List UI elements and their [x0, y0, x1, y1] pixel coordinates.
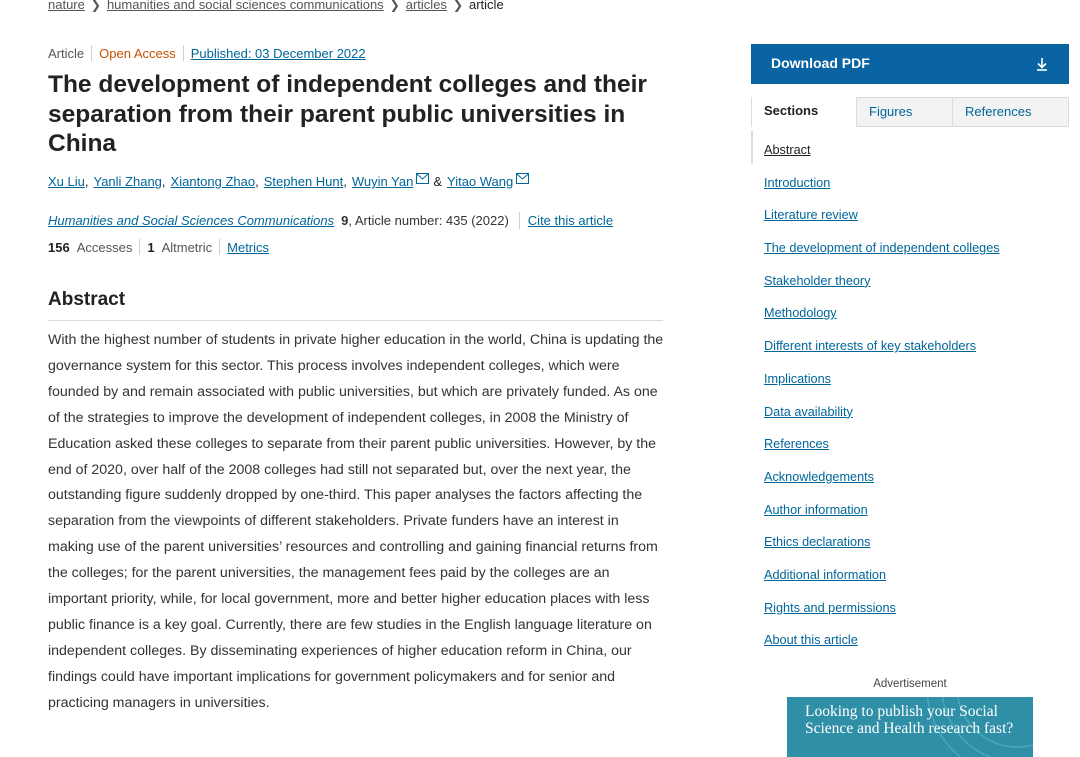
toc-item-stakeholder-theory[interactable]	[751, 262, 1069, 295]
accesses-count: 156	[48, 239, 70, 255]
toc-item-label: Literature review	[764, 208, 858, 223]
toc-item-ethics[interactable]	[751, 523, 1069, 556]
journal-info	[48, 212, 613, 229]
author-link[interactable]: Xu Liu	[48, 174, 85, 189]
chevron-right-icon: ❯	[90, 0, 101, 12]
article-type: Article	[48, 45, 85, 61]
divider	[219, 239, 220, 255]
toc-item-different-interests[interactable]	[751, 327, 1069, 360]
divider	[183, 45, 184, 61]
toc-item-label: Stakeholder theory	[764, 273, 871, 288]
cite-this-article-link[interactable]: Cite this article	[527, 213, 614, 228]
toc-item-label: The development of independent colleges	[764, 241, 1000, 256]
breadcrumb	[48, 0, 504, 12]
journal-link[interactable]: Humanities and Social Sciences Communications	[48, 213, 335, 228]
author-list: Xu Liu , Yanli Zhang , Xiantong Zhao , Stephen Hunt , Wuyin Yan & Yitao Wang	[48, 174, 533, 189]
article-number: , Article number: 435 (2022)	[348, 213, 509, 228]
author-link[interactable]: Xiantong Zhao	[170, 174, 256, 189]
author-link[interactable]: Stephen Hunt	[263, 174, 344, 189]
email-icon[interactable]	[516, 173, 529, 184]
download-pdf-label: Download PDF	[771, 55, 870, 71]
tab-figures[interactable]: Figures	[856, 98, 952, 126]
toc-item-data-availability[interactable]	[751, 393, 1069, 426]
metrics-link[interactable]: Metrics	[227, 239, 270, 255]
toc-item-abstract[interactable]	[751, 131, 1069, 164]
divider	[519, 212, 520, 229]
abstract-heading: Abstract	[48, 289, 126, 310]
email-icon[interactable]	[416, 173, 429, 184]
advertisement-banner[interactable]	[787, 697, 1033, 757]
sidebar-tabs	[751, 97, 1069, 127]
download-pdf-button[interactable]	[751, 44, 1069, 84]
abstract-text: With the highest number of students in private higher education in the world, China is updating the governance system for this sector. This process involves independent colleges, which were founded by and remain associated with public universities, but which are privately funded. As one of the strategies to improve the development of independent colleges, in 2008 the Ministry of Education asked these colleges to separate from their parent public universities. However, by the end of 2020, over half of the 2008 colleges had still not separated but, over the next year, the outstanding figure suddenly dropped by one-third. This paper analyses the factors affecting the separation from the viewpoints of different stakeholders. Private funders have an interest in making use of the parent universities’ resources and controlling and gaining financial returns from the colleges; for the parent universities, the management fees paid by the colleges are an important priority, while, for local government, more and better higher education places with less public finance is a key goal. Currently, there are few studies in the English language literature on independent colleges. By disseminating experiences of higher education reform in China, our findings could have important implications for government policymakers and for senior and practicing managers in universities.	[48, 332, 664, 711]
advertisement-label: Advertisement	[873, 678, 947, 690]
divider	[139, 239, 140, 255]
toc-item-introduction[interactable]	[751, 164, 1069, 197]
download-icon	[1035, 56, 1049, 72]
toc-item-development[interactable]	[751, 229, 1069, 262]
chevron-right-icon: ❯	[389, 0, 400, 12]
toc-item-literature-review[interactable]	[751, 196, 1069, 229]
toc-item-label: Abstract	[764, 143, 811, 157]
section-navigation	[751, 131, 1069, 654]
toc-item-label: Implications	[764, 371, 831, 386]
toc-item-rights[interactable]	[751, 589, 1069, 622]
tab-sections[interactable]: Sections	[752, 97, 856, 127]
toc-item-implications[interactable]	[751, 360, 1069, 393]
author-link[interactable]: Wuyin Yan	[351, 174, 414, 189]
altmetric-label: Altmetric	[161, 239, 213, 255]
accesses-label: Accesses	[76, 239, 133, 255]
toc-item-additional-information[interactable]	[751, 556, 1069, 589]
breadcrumb-journal[interactable]: humanities and social sciences communications	[106, 0, 384, 12]
journal-volume: 9	[341, 213, 349, 228]
altmetric-count: 1	[147, 239, 155, 255]
toc-item-label: Methodology	[764, 306, 837, 321]
breadcrumb-nature[interactable]: nature	[48, 0, 85, 12]
toc-item-label: Additional information	[764, 567, 887, 582]
toc-item-label: Introduction	[764, 175, 831, 190]
toc-item-label: Acknowledgements	[764, 469, 875, 484]
tab-references[interactable]: References	[952, 98, 1068, 126]
open-access-badge: Open Access	[99, 45, 176, 61]
breadcrumb-current: article	[469, 0, 504, 12]
page-title: The development of independent colleges and their separation from their parent public universities in China	[48, 71, 647, 157]
toc-item-references[interactable]	[751, 425, 1069, 458]
toc-item-label: Data availability	[764, 404, 853, 419]
author-ampersand: &	[433, 174, 442, 189]
toc-item-author-information[interactable]	[751, 491, 1069, 524]
published-date-link[interactable]: Published: 03 December 2022	[190, 45, 366, 61]
chevron-right-icon: ❯	[452, 0, 463, 12]
toc-item-label: References	[764, 437, 829, 452]
toc-item-about[interactable]	[751, 621, 1069, 654]
metrics-bar	[48, 239, 269, 255]
toc-item-label: Different interests of key stakeholders	[764, 339, 977, 354]
toc-item-acknowledgements[interactable]	[751, 458, 1069, 491]
author-link[interactable]: Yanli Zhang	[93, 174, 162, 189]
divider	[48, 320, 663, 321]
toc-item-label: About this article	[764, 633, 858, 648]
breadcrumb-articles[interactable]: articles	[405, 0, 447, 12]
toc-item-label: Ethics declarations	[764, 535, 871, 550]
ad-headline: Looking to publish your Social Science and Health research fast?	[805, 703, 1014, 737]
author-link[interactable]: Yitao Wang	[447, 174, 514, 189]
toc-item-methodology[interactable]	[751, 294, 1069, 327]
article-meta	[48, 45, 366, 61]
toc-item-label: Author information	[764, 502, 868, 517]
toc-item-label: Rights and permissions	[764, 600, 896, 615]
divider	[91, 45, 92, 61]
